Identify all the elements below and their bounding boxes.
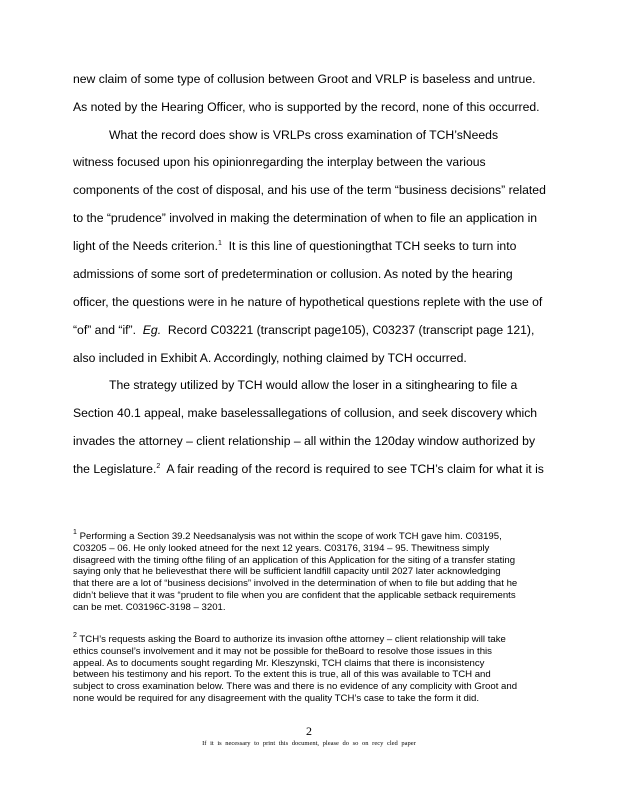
footnote-text: TCH’s requests asking the Board to authorize its invasion ofthe attorney – client relationship will take <box>79 634 506 645</box>
body-line: admissions of some sort of predetermination or collusion. As noted by the hearing <box>73 267 513 281</box>
footnote-number: 2 <box>73 632 77 639</box>
body-line-with-citation <box>73 322 534 338</box>
footnote-line: didn’t believe that it was “prudent to file when you are confident that the applicable setback requirements <box>73 589 516 601</box>
footnote-line: subject to cross examination below. There was and there is no evidence of any complicity with Groot and <box>73 681 518 693</box>
footnote-reference: 1 <box>217 240 222 247</box>
body-line: officer, the questions were in he nature of hypothetical questions replete with the use of <box>73 295 543 309</box>
page-number: 2 <box>306 724 312 738</box>
footnote-line <box>73 531 553 543</box>
footnote-line: ethics counsel’s involvement and it may not be possible for theBoard to resolve those issues in this <box>73 645 492 657</box>
body-text: A fair reading of the record is required to see TCH’s claim for what it is <box>166 462 544 476</box>
body-line: to the “prudence” involved in making the determination of when to file an application in <box>73 211 538 225</box>
body-line: Section 40.1 appeal, make baselessallegations of collusion, and seek discovery which <box>73 406 538 420</box>
body-line: As noted by the Hearing Officer, who is supported by the record, none of this occurred. <box>73 100 540 114</box>
body-text: It is this line of questioningthat TCH seeks to turn into <box>228 239 517 253</box>
body-line: components of the cost of disposal, and his use of the term “business decisions” related <box>73 183 546 197</box>
footnote-reference: 2 <box>156 463 161 470</box>
body-text: Record C03221 (transcript page105), C03237 (transcript page 121), <box>167 323 535 337</box>
citation-signal: Eg. <box>142 323 162 337</box>
body-line: invades the attorney – client relationship – all within the 120day window authorized by <box>73 434 536 448</box>
footnote-line: C03205 – 06. He only looked atneed for the next 12 years. C03176, 3194 – 95. Thewitness simply <box>73 542 490 554</box>
footnote-line: appeal. As to documents sought regarding Mr. Kleszynski, TCH claims that there is inconsistency <box>73 657 485 669</box>
footnote-line: disagreed with the timing ofthe filing of an application of this Application for the siting of a transfer stating <box>73 554 516 566</box>
footnote-1 <box>73 531 553 614</box>
body-line: What the record does show is VRLPs cross examination of TCH’sNeeds <box>109 128 499 142</box>
body-line-with-footnote <box>73 461 544 477</box>
footnote-text: Performing a Section 39.2 Needsanalysis was not within the scope of work TCH gave him. C03195, <box>79 531 502 542</box>
footnote-line <box>73 634 553 646</box>
body-line: also included in Exhibit A. Accordingly, nothing claimed by TCH occurred. <box>73 351 467 365</box>
body-text: light of the Needs criterion. <box>73 239 218 253</box>
footnote-line: between his testimony and his report. To the extent this is true, all of this was available to TCH and <box>73 669 491 681</box>
footnote-2 <box>73 634 553 705</box>
footnote-line: none would be required for any disagreement with the quality TCH’s case to take the form it did. <box>73 692 480 704</box>
print-note: If it is necessary to print this document, please do so on recy cled paper <box>202 740 416 747</box>
body-line: witness focused upon his opinionregarding the interplay between the various <box>73 155 486 169</box>
footnote-line: saying only that he believesthat there will be sufficient landfill capacity until 2027 later acknowledging <box>73 566 501 578</box>
footnote-line: can be met. C03196C-3198 – 3201. <box>73 601 226 613</box>
body-text: the Legislature. <box>73 462 157 476</box>
body-line-with-footnote <box>73 238 516 254</box>
footnote-line: that there are a lot of “business decisions” involved in the determination of when to file but adding that he <box>73 578 518 590</box>
body-line: new claim of some type of collusion between Groot and VRLP is baseless and untrue. <box>73 72 536 86</box>
footnote-number: 1 <box>73 529 77 536</box>
body-line: The strategy utilized by TCH would allow the loser in a sitinghearing to file a <box>109 378 518 392</box>
body-text: “of” and “if”. <box>73 323 136 337</box>
